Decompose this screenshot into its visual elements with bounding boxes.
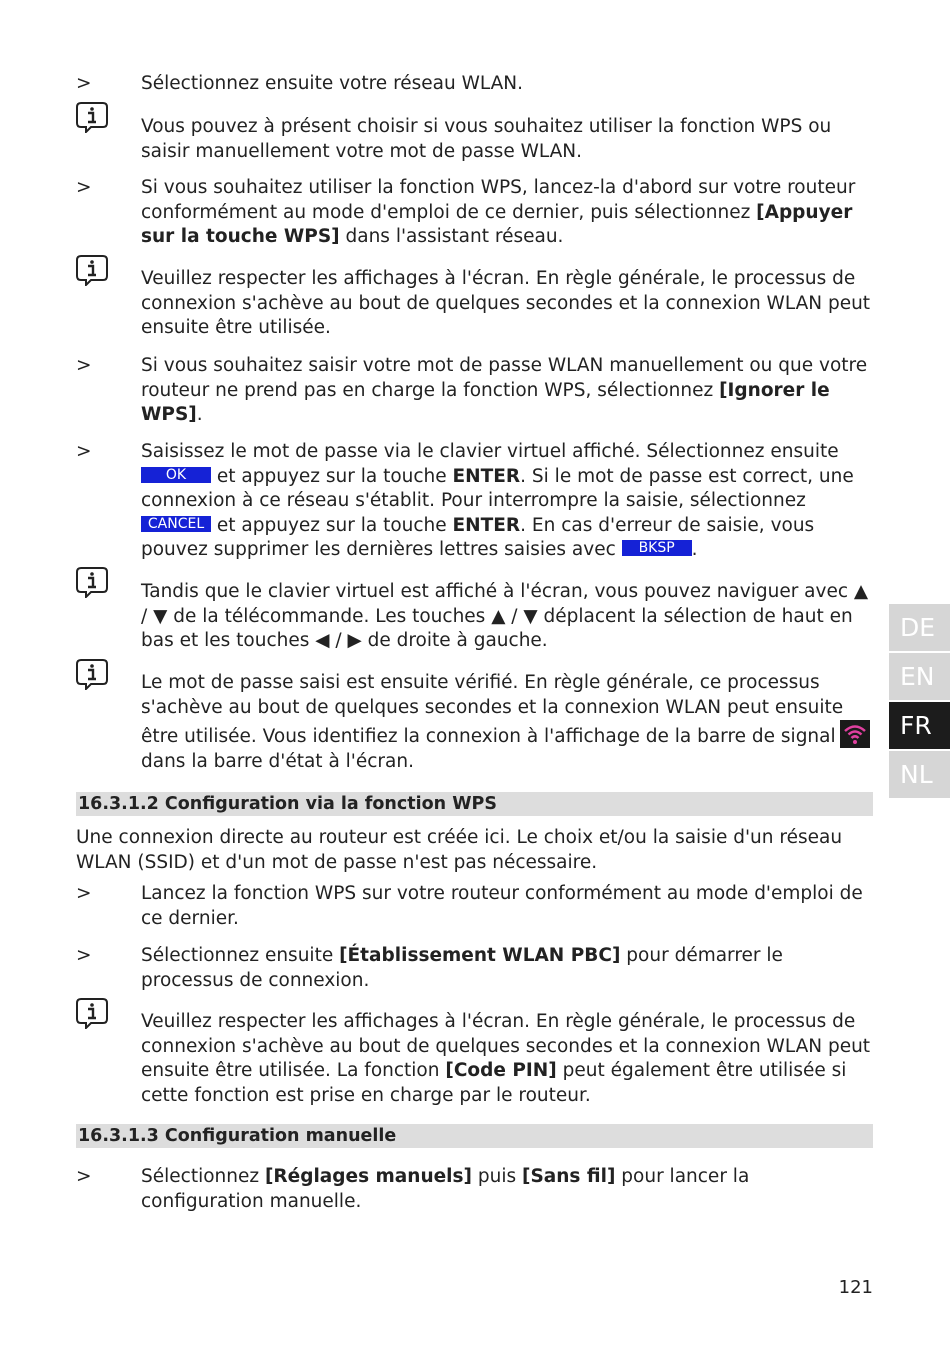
info-icon <box>75 658 109 690</box>
step-enter-password: Saisissez le mot de passe via le clavier virtuel affiché. Sélectionnez ensuite OK et appuyez sur la touche ENTER. Si le mot de passe est correct, une connexion à ce réseau s'établit. Pour interrompre la saisie, sélectionnez CANCEL et appuyez sur la touche ENTER. En cas d'erreur de saisie, vous pouvez supprimer les dernières lettres saisies avec BKSP . <box>141 441 854 560</box>
info-icon <box>75 254 109 286</box>
step-launch-wps-router: Lancez la fonction WPS sur votre routeur conformément au mode d'emploi de ce dernier. <box>141 883 863 929</box>
step-skip-wps: Si vous souhaitez saisir votre mot de passe WLAN manuellement ou que votre routeur ne prend pas en charge la fonction WPS, sélectionnez [Ignorer le WPS]. <box>141 355 868 425</box>
info-icon <box>75 997 109 1029</box>
lang-tab-en[interactable]: EN <box>889 653 950 700</box>
cancel-key-label: CANCEL <box>141 516 211 532</box>
bullet-marker: > <box>76 1166 92 1187</box>
step-select-network: Sélectionnez ensuite votre réseau WLAN. <box>141 73 524 94</box>
bullet-marker: > <box>76 355 92 376</box>
note-virtual-keyboard-navigation: Tandis que le clavier virtuel est affiché à l'écran, vous pouvez naviguer avec ▲ / ▼ de la télécommande. Les touches ▲ / ▼ déplacent la sélection de haut en bas et les touches ◀ / ▶ de droite à gauche. <box>141 581 869 651</box>
page-number: 121 <box>838 1277 873 1298</box>
bullet-marker: > <box>76 883 92 904</box>
note-wps-or-manual: Vous pouvez à présent choisir si vous souhaitez utiliser la fonction WPS ou saisir manuellement votre mot de passe WLAN. <box>141 116 832 162</box>
ok-key-label: OK <box>141 467 211 483</box>
bullet-marker: > <box>76 945 92 966</box>
note-password-verified: Le mot de passe saisi est ensuite vérifié. En règle générale, ce processus s'achève au bout de quelques secondes et la connexion WLAN peut ensuite être utilisée. Vous identifiez la connexion à l'affichage de la barre de signal dans la barre d'état à l'écran. <box>141 671 873 774</box>
bullet-marker: > <box>76 441 92 462</box>
lang-tab-fr[interactable]: FR <box>889 702 950 749</box>
info-icon <box>75 566 109 598</box>
lang-tab-de[interactable]: DE <box>889 604 950 651</box>
section-heading-manual: 16.3.1.3 Configuration manuelle <box>76 1124 873 1148</box>
lang-tab-nl[interactable]: NL <box>889 751 950 798</box>
section-heading-wps: 16.3.1.2 Configuration via la fonction WPS <box>76 792 873 816</box>
note-screen-display: Veuillez respecter les affichages à l'écran. En règle générale, le processus de connexion s'achève au bout de quelques secondes et la connexion WLAN peut ensuite être utilisée. <box>141 268 871 338</box>
bksp-key-label: BKSP <box>622 540 692 556</box>
info-icon <box>75 101 109 133</box>
wifi-signal-icon <box>840 720 870 748</box>
step-manual-settings: Sélectionnez [Réglages manuels] puis [Sans fil] pour lancer la configuration manuelle. <box>141 1166 750 1212</box>
bullet-marker: > <box>76 177 92 198</box>
bullet-marker: > <box>76 73 92 94</box>
section-wps-intro: Une connexion directe au routeur est créée ici. Le choix et/ou la saisie d'un réseau WLAN (SSID) et d'un mot de passe n'est pas nécessaire. <box>76 827 843 873</box>
step-select-pbc: Sélectionnez ensuite [Établissement WLAN PBC] pour démarrer le processus de connexion. <box>141 945 783 991</box>
note-pin-code: Veuillez respecter les affichages à l'écran. En règle générale, le processus de connexion s'achève au bout de quelques secondes et la connexion WLAN peut ensuite être utilisée. La fonction [Code PIN] peut également être utilisée si cette fonction est prise en charge par le routeur. <box>141 1011 871 1106</box>
step-start-wps: Si vous souhaitez utiliser la fonction WPS, lancez-la d'abord sur votre routeur conformément au mode d'emploi de ce dernier, puis sélectionnez [Appuyer sur la touche WPS] dans l'assistant réseau. <box>141 177 856 247</box>
